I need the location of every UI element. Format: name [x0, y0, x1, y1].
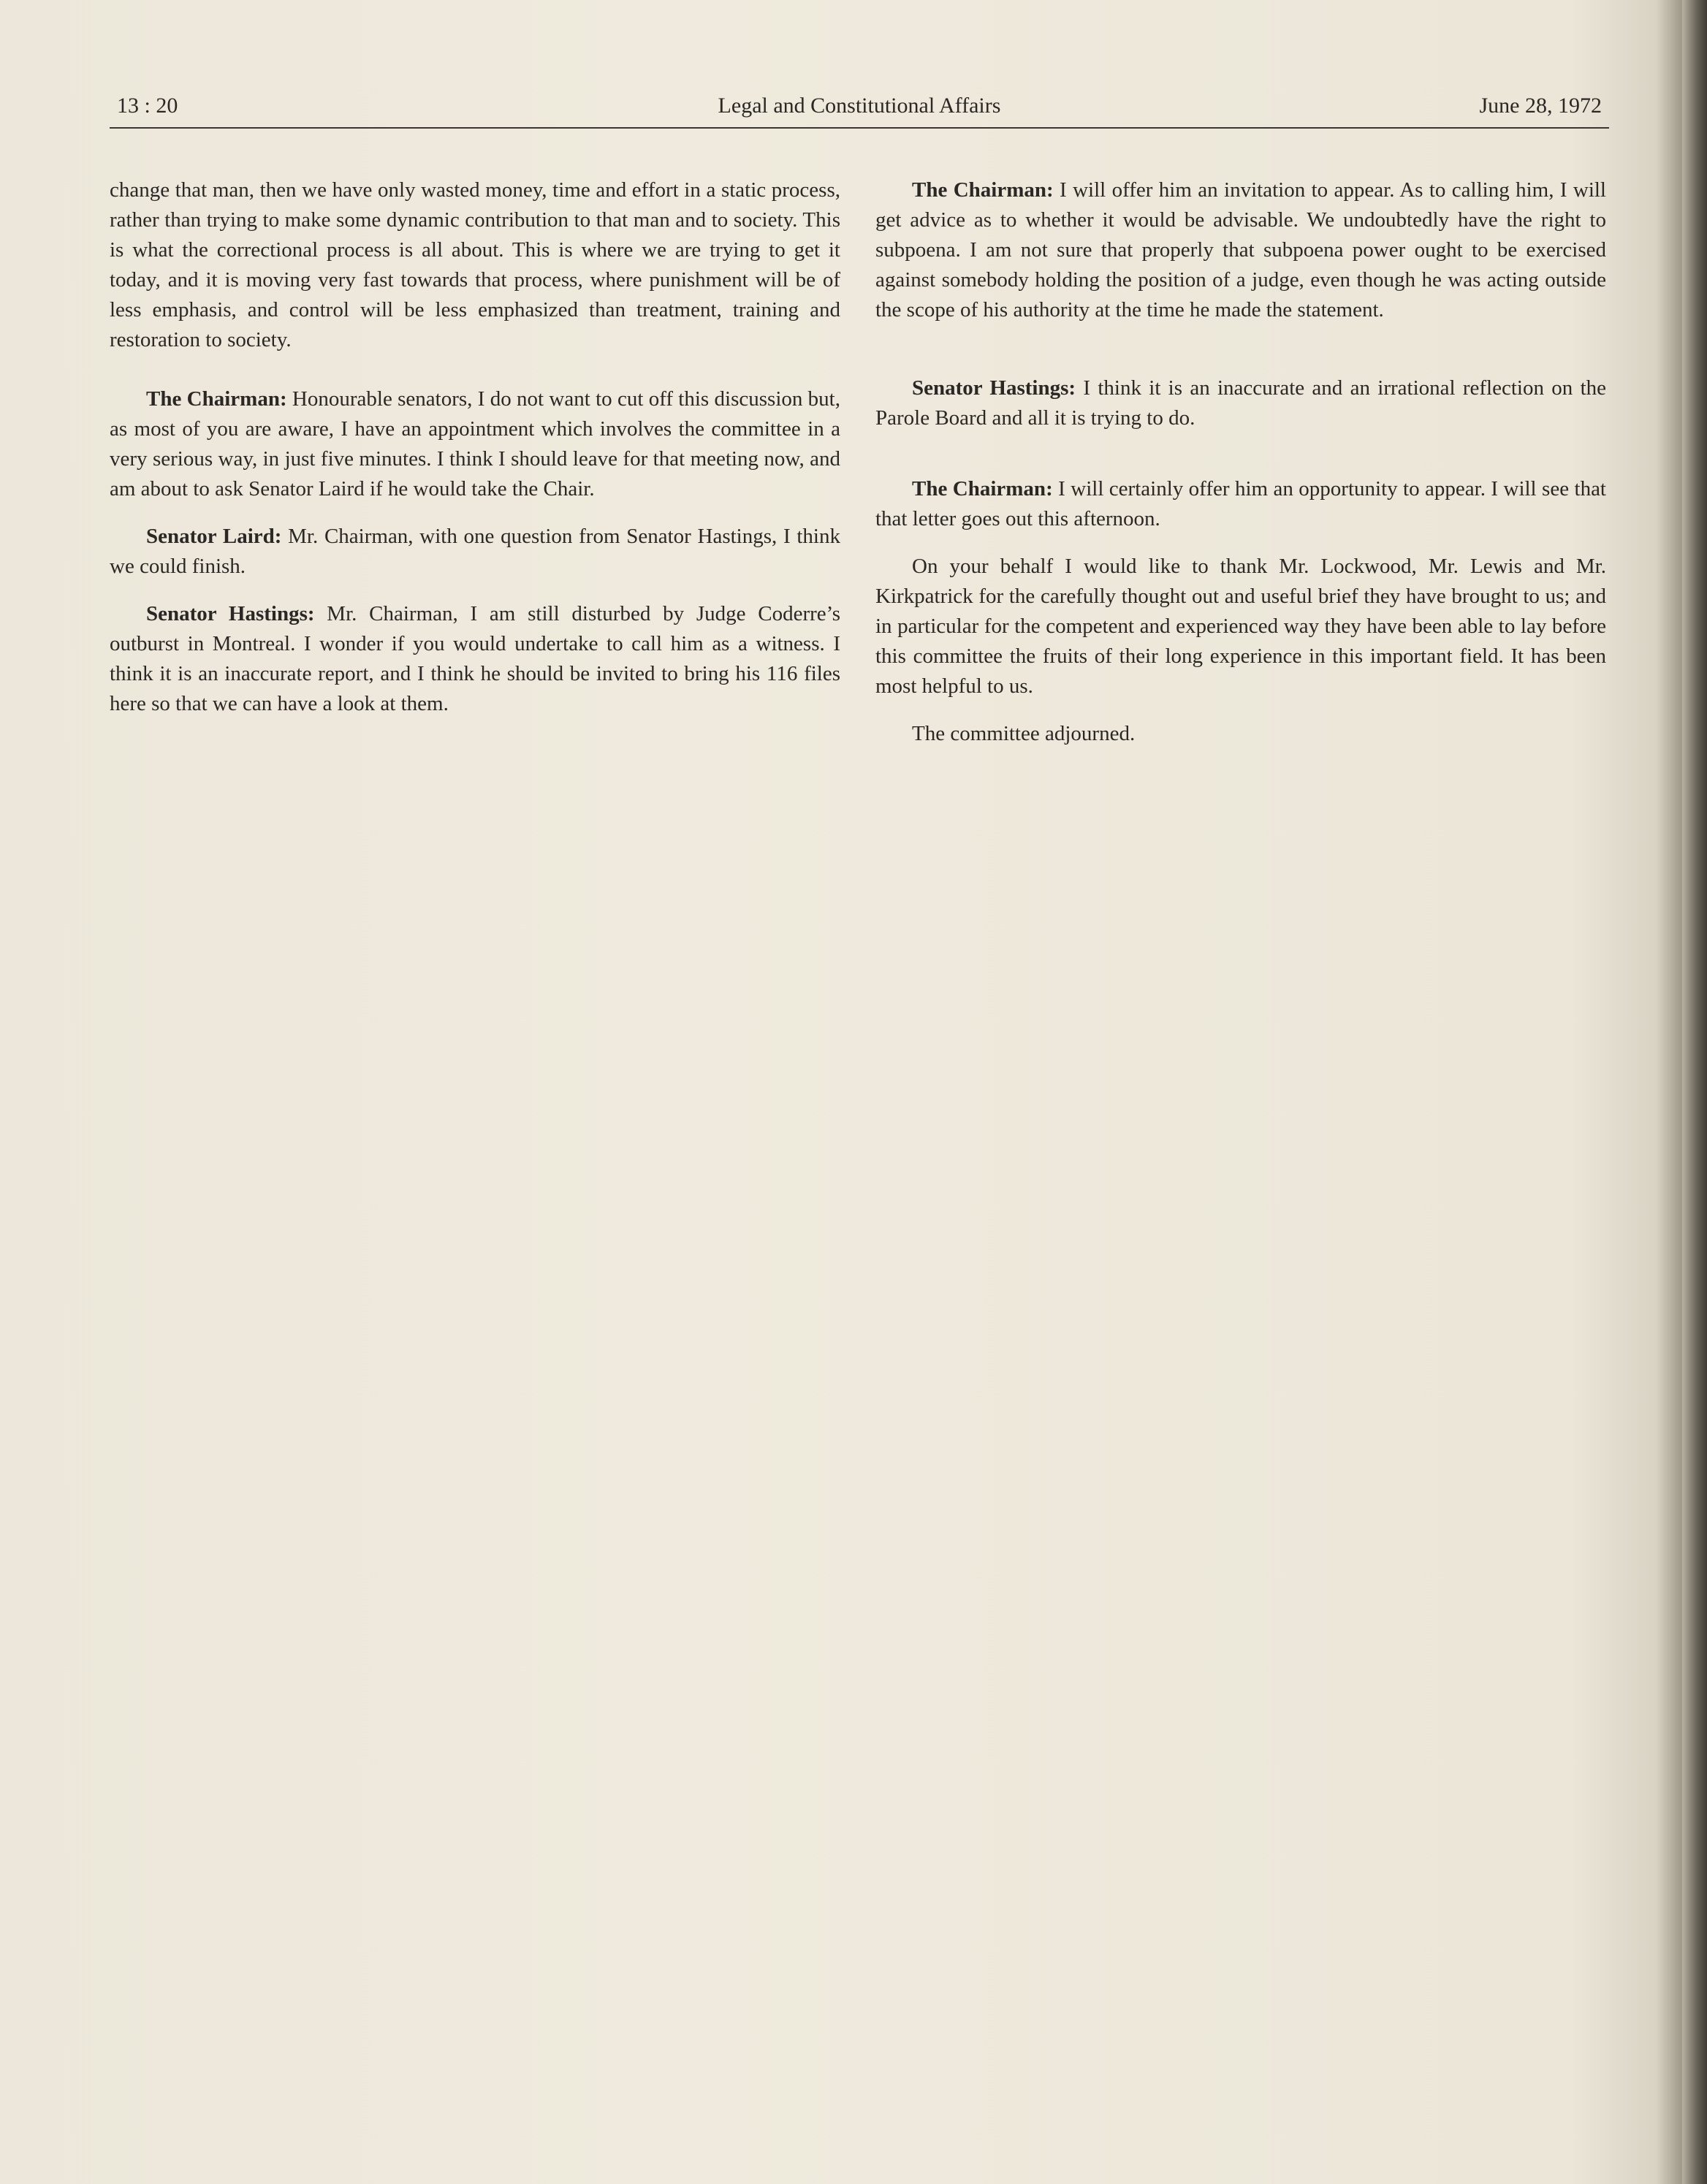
paragraph	[875, 552, 1606, 701]
paragraph	[875, 175, 1606, 325]
paragraph-text: Mr. Chairman, I am still disturbed by Judge Coderre’s outburst in Montreal. I wonder if you would undertake to call him as a witness. I think it is an inaccurate report, and I think he should be invited to bring his 116 files here so that we can have a look at them.	[110, 602, 840, 715]
paragraph-text: I will offer him an invitation to appear. As to calling him, I will get advice as to whether it would be advisable. We undoubtedly have the right to subpoena. I am not sure that properly that subpoena power ought to be exercised against somebody holding the position of a judge, even though he was acting outside the scope of his authority at the time he made the statement.	[875, 178, 1606, 321]
speaker-label: The Chairman:	[912, 477, 1053, 501]
right-column	[875, 175, 1606, 749]
paragraph	[875, 373, 1606, 433]
paragraph-text: On your behalf I would like to thank Mr. Lockwood, Mr. Lewis and Mr. Kirkpatrick for the carefully thought out and useful brief they have brought to us; and in particular for the competent and experienced way they have been able to lay before this committee the fruits of their long experience in this important field. It has been most helpful to us.	[875, 555, 1606, 698]
paragraph	[110, 384, 840, 504]
header-date: June 28, 1972	[1479, 94, 1602, 118]
page-number: 13 : 20	[117, 94, 178, 118]
paragraph-text: Honourable senators, I do not want to cut off this discussion but, as most of you are aware, I have an appointment which involves the committee in a very serious way, in just five minutes. I think I should leave for that meeting now, and am about to ask Senator Laird if he would take the Chair.	[110, 387, 840, 501]
running-title: Legal and Constitutional Affairs	[718, 94, 1001, 118]
speaker-label: The Chairman:	[146, 387, 287, 411]
closing-line: The committee adjourned.	[912, 722, 1136, 745]
paragraph	[110, 522, 840, 582]
speaker-label: Senator Hastings:	[146, 602, 315, 625]
paragraph	[110, 599, 840, 719]
paragraph-text: change that man, then we have only wasted money, time and effort in a static process, rather than trying to make some dynamic contribution to that man and to society. This is what the correctional process is all about. This is where we are trying to get it today, and it is moving very fast towards that process, where punishment will be of less emphasis, and control will be less emphasized than treatment, training and restoration to society.	[110, 178, 840, 351]
paragraph	[875, 474, 1606, 534]
paragraph-text: I will certainly offer him an opportunity to appear. I will see that that letter goes out this afternoon.	[875, 477, 1606, 530]
paragraph-text: Mr. Chairman, with one question from Senator Hastings, I think we could finish.	[110, 525, 840, 578]
paragraph	[110, 175, 840, 355]
speaker-label: Senator Hastings:	[912, 376, 1076, 400]
speaker-label: The Chairman:	[912, 178, 1054, 202]
page-header	[110, 89, 1609, 129]
book-spine-shadow	[1682, 0, 1707, 2184]
paragraph-text: I think it is an inaccurate and an irrational reflection on the Parole Board and all it is trying to do.	[875, 376, 1607, 430]
left-column	[110, 175, 840, 737]
speaker-label: Senator Laird:	[146, 525, 282, 548]
